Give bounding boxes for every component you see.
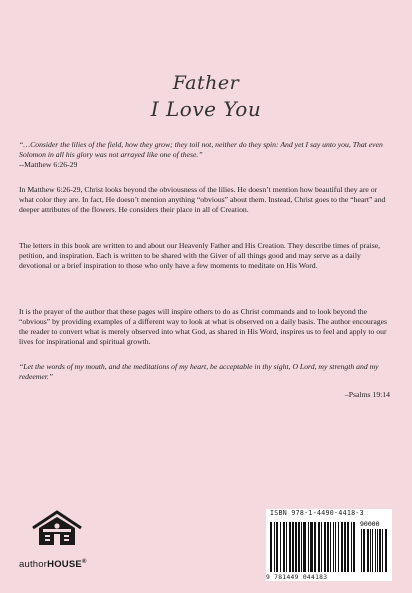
authorhouse-icon — [27, 508, 87, 548]
quote-text: “…Consider the lilies of the field, how they grow; they toil not, neither do they spin: And yet I say unto you, That even Solomon in all his glory was not arrayed like one of these.” — [19, 140, 383, 159]
quote-citation: --Matthew 6:26-29 — [19, 160, 78, 169]
closing-quote: “Let the words of my mouth, and the meditations of my heart, be acceptable in thy sight, O Lord, my strength and my redeemer.” — [19, 362, 379, 381]
opening-quote — [19, 140, 391, 170]
paragraph-2: The letters in this book are written to and about our Heavenly Father and His Creation. They describe times of praise, petition, and inspiration. Each is written to be shared with the Giver of all things good and may serve as a daily devotional or a brief inspiration to those who only have a few moments to meditate on His Word. — [19, 241, 381, 270]
publisher-name: authorHOUSE® — [19, 559, 87, 570]
title-line-1: Father — [172, 72, 240, 94]
closing-citation: –Psalms 19:14 — [344, 390, 390, 399]
isbn-label: ISBN 978-1-4490-4418-3 — [270, 509, 364, 517]
barcode-bars — [268, 518, 390, 574]
paragraph-1: In Matthew 6:26-29, Christ looks beyond the obviousness of the lilies. He doesn’t mention how beautiful they are or what color they are. In fact, He doesn’t mention anything “obvious” about them. Instead, Christ goes to the “heart” and deeper attributes of the flowers. He considers their place in all of Creation. — [19, 185, 386, 214]
title-line-2: I Love You — [150, 97, 262, 121]
barcode-number: 9 781449 044183 — [266, 574, 328, 581]
paragraph-3: It is the prayer of the author that these pages will inspire others to do as Christ commands and to look beyond the “obvious” by providing examples of a different way to look at what is observed on a daily basis. The author encourages the reader to convert what is merely observed into what God, as shared in His Word, inspires us to feel and apply to our lives for inspirational and spiritual growth. — [19, 307, 387, 346]
price-code: 90000 — [360, 520, 380, 528]
publisher-logo — [19, 508, 87, 570]
